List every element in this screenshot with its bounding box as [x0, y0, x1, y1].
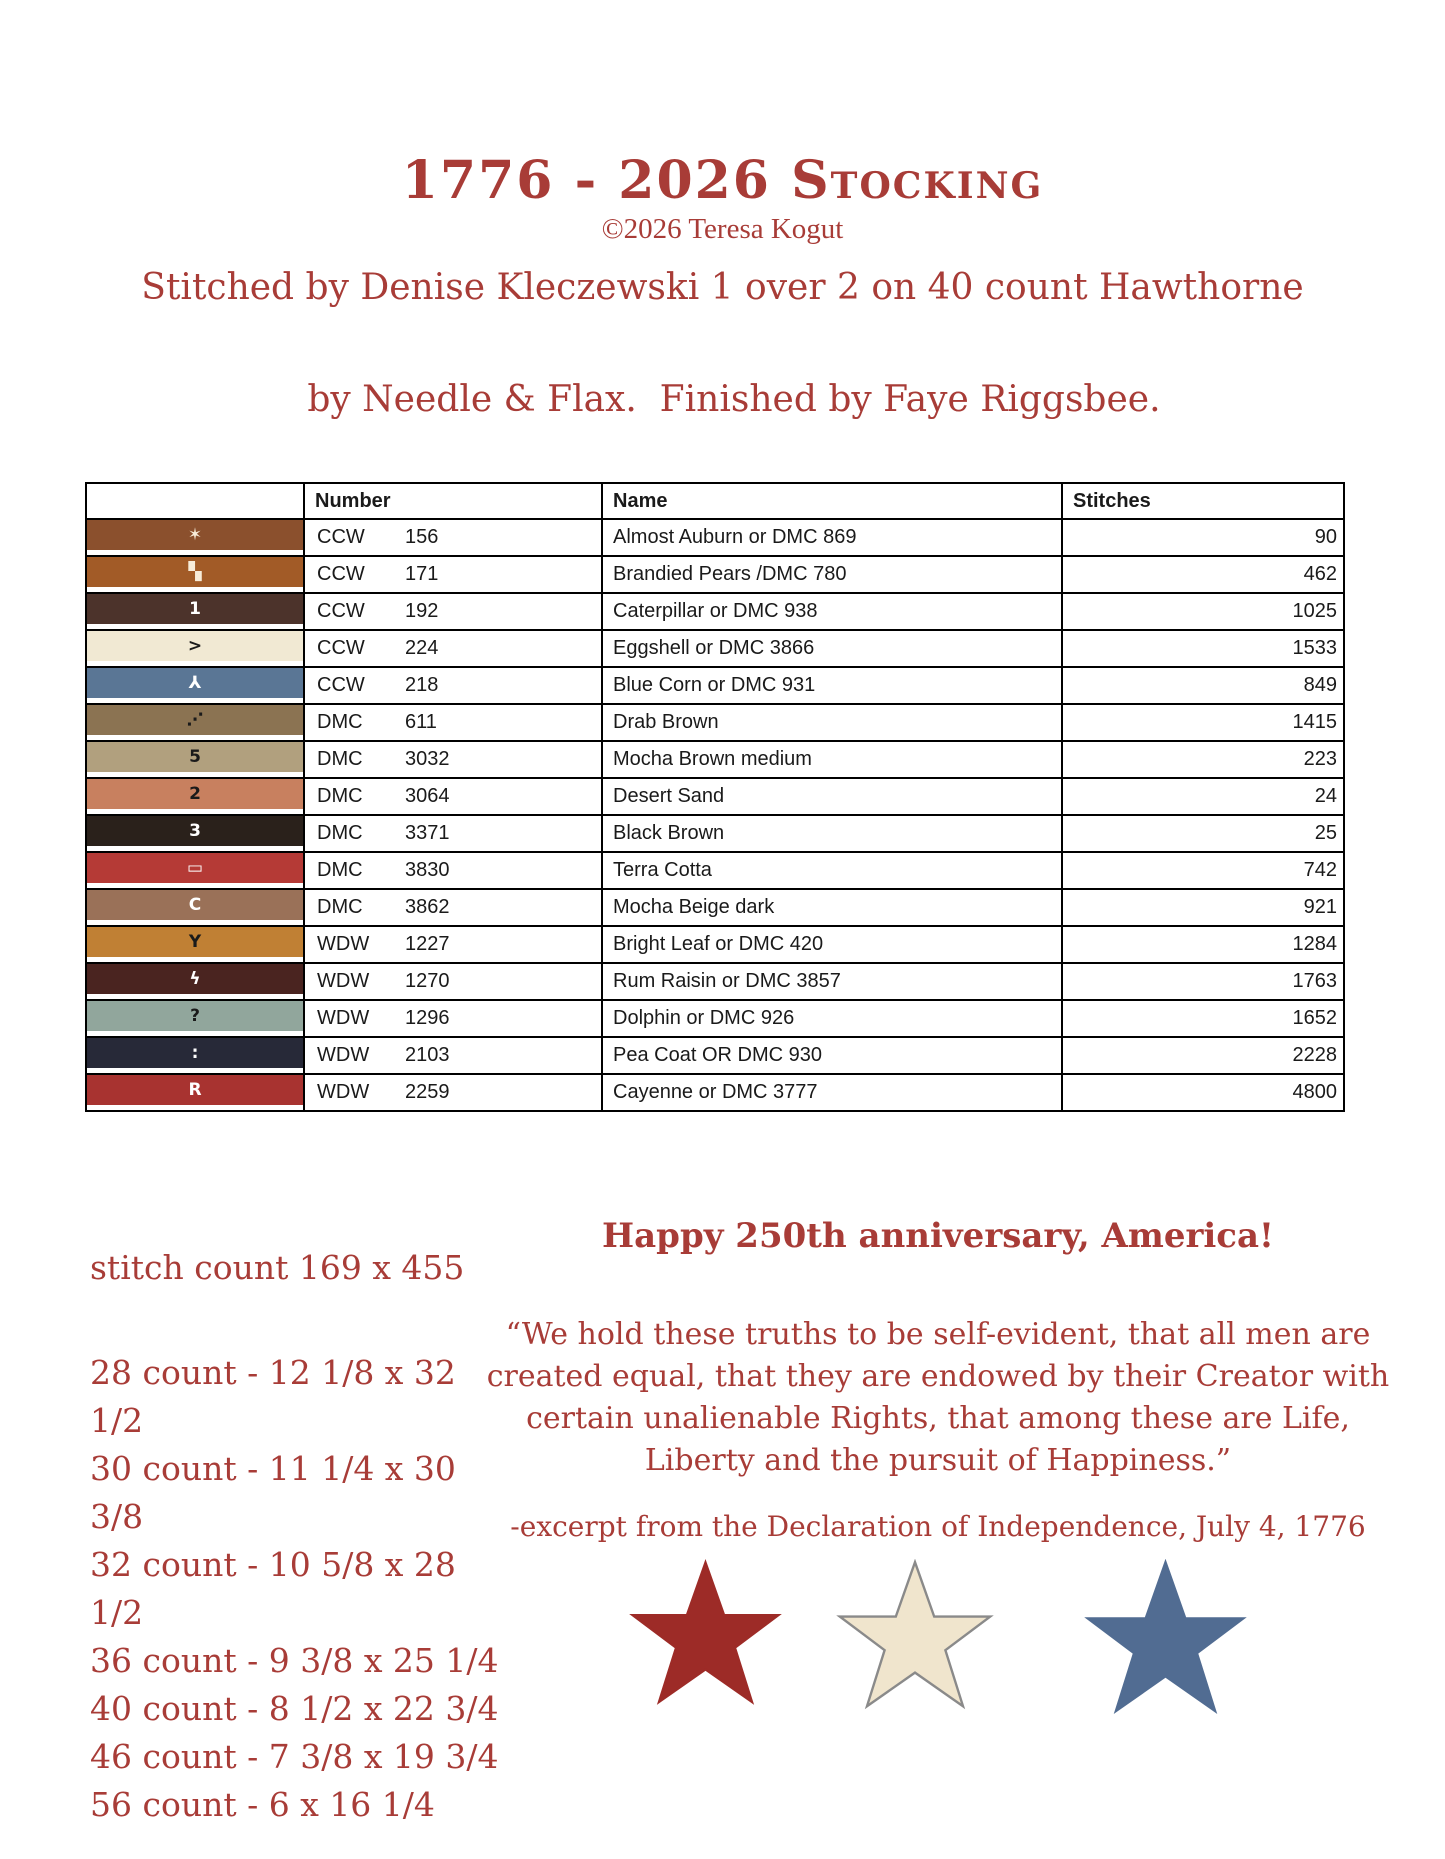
table-row [86, 889, 1344, 926]
swatch-color-bar [87, 816, 303, 846]
thread-number-cell [304, 593, 602, 630]
page-header [0, 152, 1445, 428]
thread-brand: DMC [317, 859, 363, 881]
thread-number-cell [304, 963, 602, 1000]
thread-brand: CCW [317, 600, 365, 622]
thread-brand: CCW [317, 563, 365, 585]
swatch-color-bar [87, 668, 303, 698]
copyright-line: ©2026 Teresa Kogut [601, 213, 844, 246]
stitch-count-cell: 1763 [1062, 963, 1344, 1000]
stitch-count-cell: 25 [1062, 815, 1344, 852]
subtitle-line-2: by Needle & Flax. Finished by Faye Riggsbee. [307, 378, 1161, 420]
thread-brand: WDW [317, 970, 370, 992]
stitches-column-header: Stitches [1062, 483, 1344, 519]
thread-name-cell: Mocha Brown medium [602, 741, 1062, 778]
size-info-section [90, 1248, 510, 1829]
stitch-count-cell: 24 [1062, 778, 1344, 815]
swatch-color-bar [87, 742, 303, 772]
thread-code: 1296 [405, 1007, 450, 1029]
stitch-count-cell: 1025 [1062, 593, 1344, 630]
thread-brand: DMC [317, 748, 363, 770]
thread-number-cell [304, 852, 602, 889]
stitch-count-cell: 742 [1062, 852, 1344, 889]
stitch-count-cell: 1652 [1062, 1000, 1344, 1037]
stitch-symbol: ▭ [186, 857, 204, 878]
thread-number-cell [304, 1000, 602, 1037]
stitch-count-cell: 1533 [1062, 630, 1344, 667]
palette-header-row [86, 483, 1344, 519]
page-title: 1776 - 2026 Stocking [401, 150, 1044, 211]
table-row [86, 926, 1344, 963]
color-swatch [86, 815, 304, 852]
table-row [86, 519, 1344, 556]
stitch-count-cell: 2228 [1062, 1037, 1344, 1074]
swatch-color-bar [87, 964, 303, 994]
thread-number-cell [304, 667, 602, 704]
stitch-symbol: ? [190, 1005, 200, 1026]
stitch-symbol: R [188, 1079, 202, 1100]
stitch-count-cell: 1415 [1062, 704, 1344, 741]
thread-number-cell [304, 1074, 602, 1111]
thread-brand: WDW [317, 1081, 370, 1103]
fabric-size-list [90, 1349, 510, 1829]
thread-number-cell [304, 704, 602, 741]
swatch-color-bar [87, 594, 303, 624]
thread-brand: DMC [317, 896, 363, 918]
table-row [86, 815, 1344, 852]
stitch-symbol: 3 [189, 820, 201, 841]
color-swatch [86, 704, 304, 741]
swatch-color-bar [87, 890, 303, 920]
thread-number-cell [304, 1037, 602, 1074]
color-swatch [86, 556, 304, 593]
subtitle-line-1: Stitched by Denise Kleczewski 1 over 2 on 40 count Hawthorne [141, 267, 1304, 309]
thread-code: 156 [405, 526, 439, 548]
name-column-header: Name [602, 483, 1062, 519]
table-row [86, 556, 1344, 593]
thread-code: 3371 [405, 822, 450, 844]
thread-name-cell: Rum Raisin or DMC 3857 [602, 963, 1062, 1000]
stitch-count-cell: 4800 [1062, 1074, 1344, 1111]
thread-number-cell [304, 926, 602, 963]
stitch-symbol: 5 [189, 746, 201, 767]
thread-code: 3032 [405, 748, 450, 770]
size-line: 40 count - 8 1/2 x 22 3/4 [90, 1689, 499, 1728]
blue-star-icon [1083, 1559, 1248, 1716]
color-swatch [86, 778, 304, 815]
thread-name-cell: Brandied Pears /DMC 780 [602, 556, 1062, 593]
color-swatch [86, 593, 304, 630]
swatch-color-bar [87, 1038, 303, 1068]
color-swatch [86, 1037, 304, 1074]
thread-name-cell: Drab Brown [602, 704, 1062, 741]
stitch-symbol: ▚ [188, 561, 202, 582]
stitch-symbol: > [187, 635, 203, 656]
thread-code: 218 [405, 674, 439, 696]
palette-table [85, 482, 1345, 1112]
thread-name-cell: Mocha Beige dark [602, 889, 1062, 926]
swatch-color-bar [87, 520, 303, 550]
thread-name-cell: Bright Leaf or DMC 420 [602, 926, 1062, 963]
table-row [86, 1037, 1344, 1074]
stitch-symbol: ✶ [187, 524, 203, 545]
thread-brand: DMC [317, 822, 363, 844]
stitch-symbol: C [188, 894, 202, 915]
size-line: 36 count - 9 3/8 x 25 1/4 [90, 1641, 499, 1680]
number-column-header: Number [304, 483, 602, 519]
thread-name-cell: Black Brown [602, 815, 1062, 852]
palette-table-section [85, 482, 1345, 1112]
swatch-color-bar [87, 1001, 303, 1031]
swatch-color-bar [87, 631, 303, 661]
color-swatch [86, 519, 304, 556]
stitch-count-cell: 921 [1062, 889, 1344, 926]
table-row [86, 778, 1344, 815]
thread-code: 192 [405, 600, 439, 622]
size-line: 46 count - 7 3/8 x 19 3/4 [90, 1737, 499, 1776]
thread-code: 1227 [405, 933, 450, 955]
swatch-color-bar [87, 557, 303, 587]
stitch-symbol: ⋰ [186, 709, 204, 730]
color-swatch [86, 741, 304, 778]
thread-brand: CCW [317, 674, 365, 696]
thread-name-cell: Desert Sand [602, 778, 1062, 815]
red-star-icon [628, 1559, 783, 1707]
size-line: 28 count - 12 1/8 x 32 1/2 [90, 1353, 467, 1440]
table-row [86, 1074, 1344, 1111]
stitch-count-cell: 90 [1062, 519, 1344, 556]
table-row [86, 1000, 1344, 1037]
celebration-heading: Happy 250th anniversary, America! [602, 1216, 1274, 1256]
thread-name-cell: Dolphin or DMC 926 [602, 1000, 1062, 1037]
stitch-count-cell: 849 [1062, 667, 1344, 704]
thread-brand: DMC [317, 785, 363, 807]
thread-number-cell [304, 519, 602, 556]
thread-brand: CCW [317, 637, 365, 659]
stitch-count-cell: 1284 [1062, 926, 1344, 963]
thread-name-cell: Almost Auburn or DMC 869 [602, 519, 1062, 556]
table-row [86, 667, 1344, 704]
thread-code: 224 [405, 637, 439, 659]
declaration-quote: “We hold these truths to be self-evident, that all men are created equal, that they are endowed by their Creator with certain unalienable Rights, that among these are Life, Liberty and the pursuit of Happiness.” [486, 1317, 1390, 1478]
thread-name-cell: Caterpillar or DMC 938 [602, 593, 1062, 630]
thread-code: 1270 [405, 970, 450, 992]
swatch-color-bar [87, 927, 303, 957]
color-swatch [86, 889, 304, 926]
stitch-count-line: stitch count 169 x 455 [90, 1248, 465, 1287]
table-row [86, 630, 1344, 667]
color-swatch [86, 667, 304, 704]
swatch-column-header [86, 483, 304, 519]
stitch-count-cell: 462 [1062, 556, 1344, 593]
thread-code: 2259 [405, 1081, 450, 1103]
quote-attribution: -excerpt from the Declaration of Independence, July 4, 1776 [510, 1510, 1366, 1543]
thread-name-cell: Cayenne or DMC 3777 [602, 1074, 1062, 1111]
table-row [86, 963, 1344, 1000]
subtitle [0, 260, 1445, 427]
thread-number-cell [304, 778, 602, 815]
size-line: 56 count - 6 x 16 1/4 [90, 1785, 435, 1824]
table-row [86, 741, 1344, 778]
thread-name-cell: Pea Coat OR DMC 930 [602, 1037, 1062, 1074]
thread-code: 3064 [405, 785, 450, 807]
color-swatch [86, 630, 304, 667]
thread-number-cell [304, 741, 602, 778]
thread-brand: WDW [317, 1044, 370, 1066]
swatch-color-bar [87, 779, 303, 809]
thread-code: 3830 [405, 859, 450, 881]
stitch-symbol: 2 [189, 783, 201, 804]
color-swatch [86, 852, 304, 889]
thread-number-cell [304, 889, 602, 926]
color-swatch [86, 963, 304, 1000]
thread-number-cell [304, 630, 602, 667]
thread-name-cell: Eggshell or DMC 3866 [602, 630, 1062, 667]
swatch-color-bar [87, 705, 303, 735]
thread-code: 2103 [405, 1044, 450, 1066]
swatch-color-bar [87, 853, 303, 883]
color-swatch [86, 1074, 304, 1111]
thread-number-cell [304, 556, 602, 593]
thread-brand: CCW [317, 526, 365, 548]
stitch-count-cell: 223 [1062, 741, 1344, 778]
stitch-symbol: ϟ [189, 968, 201, 989]
thread-code: 3862 [405, 896, 450, 918]
celebration-section [468, 1216, 1408, 1716]
stitch-symbol: 1 [189, 598, 201, 619]
size-line: 32 count - 10 5/8 x 28 1/2 [90, 1545, 467, 1632]
palette-table-body [86, 519, 1344, 1111]
thread-brand: DMC [317, 711, 363, 733]
color-swatch [86, 1000, 304, 1037]
stitch-symbol: ⅄ [188, 672, 202, 693]
thread-name-cell: Terra Cotta [602, 852, 1062, 889]
thread-brand: WDW [317, 1007, 370, 1029]
cream-star-icon [835, 1559, 995, 1711]
stitch-symbol: : [191, 1042, 199, 1063]
table-row [86, 593, 1344, 630]
thread-code: 171 [405, 563, 439, 585]
thread-name-cell: Blue Corn or DMC 931 [602, 667, 1062, 704]
table-row [86, 852, 1344, 889]
swatch-color-bar [87, 1075, 303, 1105]
table-row [86, 704, 1344, 741]
stitch-symbol: Y [188, 931, 202, 952]
stars-row [468, 1559, 1408, 1716]
thread-code: 611 [405, 711, 437, 733]
thread-brand: WDW [317, 933, 370, 955]
size-line: 30 count - 11 1/4 x 30 3/8 [90, 1449, 467, 1536]
thread-number-cell [304, 815, 602, 852]
color-swatch [86, 926, 304, 963]
